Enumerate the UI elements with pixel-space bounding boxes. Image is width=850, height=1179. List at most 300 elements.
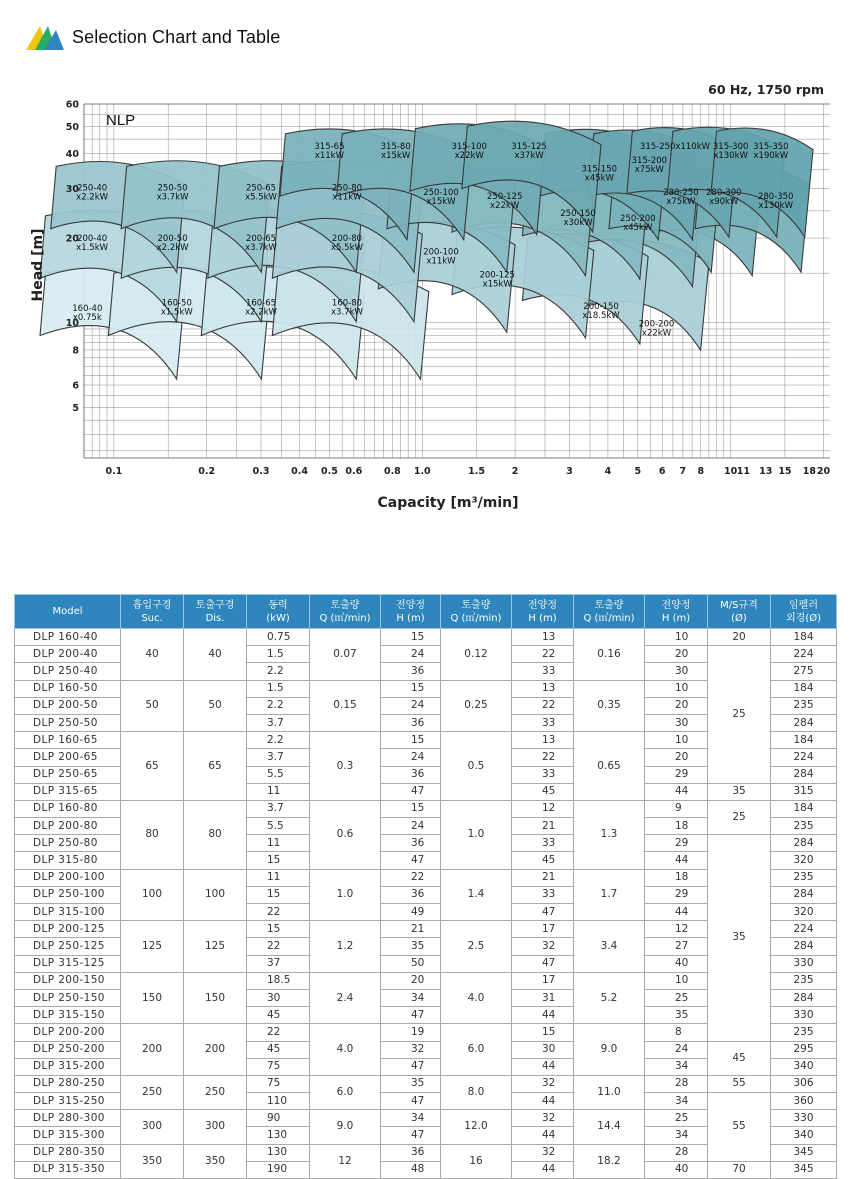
header-sublabel: (Ø) bbox=[731, 612, 747, 624]
power-cell: 11 bbox=[247, 783, 310, 800]
region-label: 250-65 bbox=[245, 183, 277, 194]
y-tick-label: 8 bbox=[72, 345, 79, 357]
head-2-cell: 21 bbox=[512, 869, 574, 886]
power-cell: 11 bbox=[247, 869, 310, 886]
region-label: 250-150 bbox=[560, 208, 596, 219]
impeller-cell: 345 bbox=[771, 1144, 837, 1161]
model-cell: DLP 200-150 bbox=[15, 972, 121, 989]
region-label-power: x15kW bbox=[482, 279, 512, 290]
suction-cell: 50 bbox=[121, 680, 184, 732]
power-cell: 130 bbox=[247, 1127, 310, 1144]
head-3-cell: 20 bbox=[645, 697, 708, 714]
head-1-cell: 24 bbox=[381, 646, 441, 663]
head-3-cell: 10 bbox=[645, 680, 708, 697]
region-label: 315-250x110kW bbox=[639, 141, 711, 152]
header-label: 토출량 bbox=[330, 599, 360, 611]
capacity-2-cell: 16 bbox=[441, 1144, 512, 1178]
head-2-cell: 21 bbox=[512, 818, 574, 835]
x-tick-label: 1.5 bbox=[468, 466, 485, 477]
head-2-cell: 22 bbox=[512, 697, 574, 714]
page-header bbox=[26, 20, 280, 54]
head-1-cell: 24 bbox=[381, 749, 441, 766]
region-label: 160-50 bbox=[161, 298, 192, 309]
x-tick-label: 0.2 bbox=[198, 466, 216, 477]
impeller-cell: 235 bbox=[771, 972, 837, 989]
head-1-cell: 24 bbox=[381, 697, 441, 714]
impeller-cell: 284 bbox=[771, 886, 837, 903]
head-1-cell: 24 bbox=[381, 818, 441, 835]
model-cell: DLP 250-100 bbox=[15, 886, 121, 903]
table-header-cell bbox=[574, 595, 645, 629]
head-1-cell: 21 bbox=[381, 921, 441, 938]
region-label-power: x2.2kW bbox=[245, 307, 277, 318]
region-label: 200-50 bbox=[157, 234, 188, 245]
head-3-cell: 20 bbox=[645, 646, 708, 663]
capacity-2-cell: 6.0 bbox=[441, 1024, 512, 1076]
x-tick-label: 8 bbox=[697, 466, 705, 477]
head-1-cell: 32 bbox=[381, 1041, 441, 1058]
region-label-power: x130kW bbox=[713, 150, 748, 161]
region-label-power: x3.7kW bbox=[331, 307, 363, 318]
head-3-cell: 44 bbox=[645, 904, 708, 921]
ms-spec-cell: 25 bbox=[708, 800, 771, 834]
table-header-cell bbox=[512, 595, 574, 629]
x-tick-label: 7 bbox=[679, 466, 687, 477]
head-2-cell: 32 bbox=[512, 1075, 574, 1092]
head-2-cell: 12 bbox=[512, 800, 574, 817]
x-tick-label: 18 bbox=[802, 466, 816, 477]
region-label-power: x22kW bbox=[490, 201, 520, 212]
suction-cell: 65 bbox=[121, 732, 184, 801]
capacity-3-cell: 11.0 bbox=[574, 1075, 645, 1109]
region-label: 200-65 bbox=[245, 234, 277, 245]
capacity-2-cell: 12.0 bbox=[441, 1110, 512, 1144]
model-cell: DLP 250-40 bbox=[15, 663, 121, 680]
y-tick-label: 6 bbox=[72, 380, 79, 392]
head-3-cell: 12 bbox=[645, 921, 708, 938]
capacity-3-cell: 14.4 bbox=[574, 1110, 645, 1144]
header-label: 임펠러 bbox=[789, 599, 818, 611]
region-label: 200-200 bbox=[638, 319, 675, 330]
y-tick-label: 30 bbox=[65, 184, 79, 196]
region-label: 160-80 bbox=[331, 298, 363, 309]
region-label: 280-250 bbox=[663, 187, 699, 198]
table-row bbox=[15, 629, 837, 646]
header-label: 토출량 bbox=[461, 599, 491, 611]
model-cell: DLP 315-125 bbox=[15, 955, 121, 972]
power-cell: 2.2 bbox=[247, 663, 310, 680]
region-label-power: x5.5kW bbox=[331, 243, 363, 254]
model-cell: DLP 250-200 bbox=[15, 1041, 121, 1058]
impeller-cell: 284 bbox=[771, 766, 837, 783]
y-tick-label: 20 bbox=[65, 233, 79, 245]
impeller-cell: 320 bbox=[771, 904, 837, 921]
model-cell: DLP 200-125 bbox=[15, 921, 121, 938]
head-3-cell: 25 bbox=[645, 989, 708, 1006]
head-3-cell: 10 bbox=[645, 732, 708, 749]
ms-spec-cell: 35 bbox=[708, 783, 771, 800]
header-label: 동력 bbox=[268, 599, 288, 611]
region-label: 315-100 bbox=[451, 141, 487, 152]
power-cell: 22 bbox=[247, 1024, 310, 1041]
head-2-cell: 45 bbox=[512, 783, 574, 800]
header-label: 흡입구경 bbox=[132, 599, 172, 611]
head-3-cell: 10 bbox=[645, 629, 708, 646]
capacity-2-cell: 4.0 bbox=[441, 972, 512, 1024]
head-3-cell: 24 bbox=[645, 1041, 708, 1058]
head-2-cell: 45 bbox=[512, 852, 574, 869]
region-label-power: x3.7kW bbox=[156, 192, 189, 203]
table-header-cell bbox=[441, 595, 512, 629]
head-1-cell: 35 bbox=[381, 938, 441, 955]
impeller-cell: 340 bbox=[771, 1058, 837, 1075]
region-label: 250-125 bbox=[486, 192, 523, 203]
power-cell: 15 bbox=[247, 852, 310, 869]
region-label-power: x1.5kW bbox=[160, 307, 193, 318]
ms-spec-cell: 55 bbox=[708, 1075, 771, 1092]
header-sublabel: Q (㎥/min) bbox=[583, 612, 635, 624]
head-3-cell: 34 bbox=[645, 1093, 708, 1110]
discharge-cell: 65 bbox=[184, 732, 247, 801]
head-3-cell: 29 bbox=[645, 886, 708, 903]
selection-chart-svg bbox=[0, 70, 850, 530]
head-3-cell: 18 bbox=[645, 818, 708, 835]
head-3-cell: 29 bbox=[645, 766, 708, 783]
capacity-2-cell: 0.5 bbox=[441, 732, 512, 801]
x-tick-label: 0.4 bbox=[291, 466, 308, 477]
region-label: 315-150 bbox=[581, 164, 618, 175]
region-label-power: x45kW bbox=[623, 223, 653, 234]
model-cell: DLP 280-350 bbox=[15, 1144, 121, 1161]
header-label: 전양정 bbox=[528, 599, 557, 611]
head-1-cell: 15 bbox=[381, 732, 441, 749]
suction-cell: 250 bbox=[121, 1075, 184, 1109]
head-3-cell: 25 bbox=[645, 1110, 708, 1127]
head-3-cell: 44 bbox=[645, 852, 708, 869]
head-3-cell: 34 bbox=[645, 1058, 708, 1075]
head-1-cell: 48 bbox=[381, 1161, 441, 1178]
header-label: 전양정 bbox=[396, 599, 425, 611]
head-3-cell: 18 bbox=[645, 869, 708, 886]
power-cell: 2.2 bbox=[247, 697, 310, 714]
region-label-power: x190kW bbox=[753, 150, 789, 161]
suction-cell: 300 bbox=[121, 1110, 184, 1144]
power-cell: 22 bbox=[247, 938, 310, 955]
table-row bbox=[15, 1075, 837, 1092]
header-label: 전양정 bbox=[661, 599, 691, 611]
table-header-cell bbox=[708, 595, 771, 629]
table-header-cell bbox=[310, 595, 381, 629]
region-label-power: x15kW bbox=[426, 196, 456, 207]
model-cell: DLP 250-150 bbox=[15, 989, 121, 1006]
model-cell: DLP 250-80 bbox=[15, 835, 121, 852]
power-cell: 0.75 bbox=[247, 629, 310, 646]
head-2-cell: 17 bbox=[512, 921, 574, 938]
head-1-cell: 36 bbox=[381, 714, 441, 731]
region-label-power: x11kW bbox=[314, 150, 345, 161]
region-label-power: x1.5kW bbox=[76, 243, 109, 254]
impeller-cell: 235 bbox=[771, 818, 837, 835]
power-cell: 3.7 bbox=[247, 800, 310, 817]
header-sublabel: H (m) bbox=[528, 612, 557, 624]
selection-table bbox=[14, 594, 837, 1179]
capacity-1-cell: 0.15 bbox=[310, 680, 381, 732]
power-cell: 15 bbox=[247, 886, 310, 903]
impeller-cell: 284 bbox=[771, 938, 837, 955]
capacity-2-cell: 1.4 bbox=[441, 869, 512, 921]
head-2-cell: 32 bbox=[512, 1110, 574, 1127]
discharge-cell: 350 bbox=[184, 1144, 247, 1178]
region-label-power: x30kW bbox=[563, 217, 593, 228]
model-cell: DLP 315-150 bbox=[15, 1007, 121, 1024]
region-label-power: x18.5kW bbox=[582, 310, 620, 321]
region-label-power: x11kW bbox=[426, 256, 456, 267]
power-cell: 1.5 bbox=[247, 646, 310, 663]
header-label: 토출구경 bbox=[195, 599, 235, 611]
suction-cell: 80 bbox=[121, 800, 184, 869]
head-3-cell: 10 bbox=[645, 972, 708, 989]
head-1-cell: 34 bbox=[381, 989, 441, 1006]
model-cell: DLP 250-50 bbox=[15, 714, 121, 731]
model-cell: DLP 315-300 bbox=[15, 1127, 121, 1144]
power-cell: 130 bbox=[247, 1144, 310, 1161]
power-cell: 18.5 bbox=[247, 972, 310, 989]
head-2-cell: 33 bbox=[512, 835, 574, 852]
x-tick-label: 2 bbox=[511, 466, 519, 477]
y-tick-label: 5 bbox=[72, 402, 79, 414]
head-2-cell: 31 bbox=[512, 989, 574, 1006]
head-1-cell: 36 bbox=[381, 886, 441, 903]
model-cell: DLP 250-125 bbox=[15, 938, 121, 955]
model-cell: DLP 160-65 bbox=[15, 732, 121, 749]
y-axis-label: Head [m] bbox=[30, 228, 46, 302]
table-header-cell bbox=[121, 595, 184, 629]
x-tick-label: 0.8 bbox=[383, 466, 401, 477]
head-2-cell: 33 bbox=[512, 714, 574, 731]
y-tick-label: 40 bbox=[65, 148, 79, 160]
header-label: Model bbox=[52, 606, 83, 617]
header-sublabel: Dis. bbox=[205, 612, 225, 624]
head-2-cell: 44 bbox=[512, 1161, 574, 1178]
impeller-cell: 224 bbox=[771, 646, 837, 663]
page-title: Selection Chart and Table bbox=[72, 26, 281, 47]
region-label-power: x75kW bbox=[666, 196, 696, 207]
capacity-3-cell: 3.4 bbox=[574, 921, 645, 973]
discharge-cell: 250 bbox=[184, 1075, 247, 1109]
header-sublabel: H (m) bbox=[396, 612, 425, 624]
power-cell: 1.5 bbox=[247, 680, 310, 697]
region-label: 250-200 bbox=[620, 214, 656, 225]
region-label-power: x11kW bbox=[332, 192, 362, 203]
head-3-cell: 44 bbox=[645, 783, 708, 800]
head-3-cell: 30 bbox=[645, 663, 708, 680]
model-cell: DLP 200-80 bbox=[15, 818, 121, 835]
head-1-cell: 36 bbox=[381, 663, 441, 680]
capacity-1-cell: 6.0 bbox=[310, 1075, 381, 1109]
impeller-cell: 275 bbox=[771, 663, 837, 680]
capacity-1-cell: 12 bbox=[310, 1144, 381, 1178]
region-label: 160-40 bbox=[72, 304, 103, 315]
impeller-cell: 184 bbox=[771, 800, 837, 817]
x-tick-label: 11 bbox=[736, 466, 751, 477]
capacity-2-cell: 0.25 bbox=[441, 680, 512, 732]
impeller-cell: 306 bbox=[771, 1075, 837, 1092]
region-label: 315-350 bbox=[753, 141, 789, 152]
head-3-cell: 29 bbox=[645, 835, 708, 852]
capacity-1-cell: 0.6 bbox=[310, 800, 381, 869]
x-tick-label: 1.0 bbox=[413, 466, 431, 477]
x-tick-label: 15 bbox=[778, 466, 792, 477]
head-3-cell: 28 bbox=[645, 1075, 708, 1092]
model-cell: DLP 280-250 bbox=[15, 1075, 121, 1092]
ms-spec-cell: 35 bbox=[708, 835, 771, 1041]
table-header-cell bbox=[15, 595, 121, 629]
head-1-cell: 35 bbox=[381, 1075, 441, 1092]
selection-chart bbox=[0, 70, 850, 530]
discharge-cell: 80 bbox=[184, 800, 247, 869]
region-label-power: x90kW bbox=[709, 196, 739, 207]
discharge-cell: 200 bbox=[184, 1024, 247, 1076]
region-label: 315-300 bbox=[712, 141, 749, 152]
header-sublabel: H (m) bbox=[661, 612, 691, 624]
region-label: 315-80 bbox=[380, 141, 411, 152]
head-2-cell: 30 bbox=[512, 1041, 574, 1058]
head-2-cell: 47 bbox=[512, 955, 574, 972]
header-label: 토출량 bbox=[594, 599, 624, 611]
head-2-cell: 44 bbox=[512, 1127, 574, 1144]
impeller-cell: 315 bbox=[771, 783, 837, 800]
model-cell: DLP 160-80 bbox=[15, 800, 121, 817]
company-logo-icon bbox=[26, 22, 64, 52]
ms-spec-cell: 70 bbox=[708, 1161, 771, 1178]
capacity-1-cell: 1.2 bbox=[310, 921, 381, 973]
series-label: NLP bbox=[106, 112, 136, 129]
head-1-cell: 50 bbox=[381, 955, 441, 972]
y-tick-label: 60 bbox=[65, 99, 79, 111]
impeller-cell: 320 bbox=[771, 852, 837, 869]
region-label-power: x22kW bbox=[454, 150, 484, 161]
head-2-cell: 13 bbox=[512, 680, 574, 697]
header-sublabel: (kW) bbox=[266, 612, 290, 624]
model-cell: DLP 200-50 bbox=[15, 697, 121, 714]
region-label-power: x22kW bbox=[641, 328, 672, 339]
discharge-cell: 40 bbox=[184, 629, 247, 681]
head-1-cell: 22 bbox=[381, 869, 441, 886]
capacity-3-cell: 1.3 bbox=[574, 800, 645, 869]
head-3-cell: 40 bbox=[645, 1161, 708, 1178]
power-cell: 22 bbox=[247, 904, 310, 921]
impeller-cell: 340 bbox=[771, 1127, 837, 1144]
head-2-cell: 32 bbox=[512, 1144, 574, 1161]
capacity-3-cell: 0.35 bbox=[574, 680, 645, 732]
impeller-cell: 284 bbox=[771, 714, 837, 731]
impeller-cell: 224 bbox=[771, 749, 837, 766]
header-sublabel: 외경(Ø) bbox=[786, 612, 821, 624]
model-cell: DLP 315-200 bbox=[15, 1058, 121, 1075]
impeller-cell: 184 bbox=[771, 732, 837, 749]
capacity-3-cell: 18.2 bbox=[574, 1144, 645, 1178]
head-2-cell: 13 bbox=[512, 629, 574, 646]
x-tick-label: 10 bbox=[724, 466, 738, 477]
speed-label: 60 Hz, 1750 rpm bbox=[708, 82, 824, 97]
impeller-cell: 235 bbox=[771, 697, 837, 714]
region-label-power: x130kW bbox=[758, 201, 793, 212]
model-cell: DLP 160-50 bbox=[15, 680, 121, 697]
power-cell: 15 bbox=[247, 921, 310, 938]
discharge-cell: 125 bbox=[184, 921, 247, 973]
capacity-1-cell: 0.07 bbox=[310, 629, 381, 681]
head-1-cell: 15 bbox=[381, 680, 441, 697]
head-2-cell: 22 bbox=[512, 749, 574, 766]
impeller-cell: 345 bbox=[771, 1161, 837, 1178]
head-1-cell: 47 bbox=[381, 1127, 441, 1144]
power-cell: 2.2 bbox=[247, 732, 310, 749]
x-tick-label: 3 bbox=[566, 466, 573, 477]
power-cell: 3.7 bbox=[247, 749, 310, 766]
region-label-power: x45kW bbox=[584, 173, 614, 184]
capacity-1-cell: 1.0 bbox=[310, 869, 381, 921]
head-2-cell: 33 bbox=[512, 886, 574, 903]
region-label: 315-200 bbox=[631, 156, 668, 167]
x-tick-label: 20 bbox=[816, 466, 831, 477]
model-cell: DLP 315-350 bbox=[15, 1161, 121, 1178]
capacity-3-cell: 0.65 bbox=[574, 732, 645, 801]
header-sublabel: Suc. bbox=[141, 612, 163, 624]
region-label: 315-65 bbox=[314, 141, 345, 152]
suction-cell: 350 bbox=[121, 1144, 184, 1178]
head-1-cell: 36 bbox=[381, 835, 441, 852]
capacity-3-cell: 0.16 bbox=[574, 629, 645, 681]
y-tick-label: 50 bbox=[65, 121, 79, 133]
head-3-cell: 9 bbox=[645, 800, 708, 817]
table-header-cell bbox=[771, 595, 837, 629]
discharge-cell: 300 bbox=[184, 1110, 247, 1144]
model-cell: DLP 280-300 bbox=[15, 1110, 121, 1127]
power-cell: 90 bbox=[247, 1110, 310, 1127]
capacity-3-cell: 5.2 bbox=[574, 972, 645, 1024]
head-2-cell: 44 bbox=[512, 1058, 574, 1075]
power-cell: 75 bbox=[247, 1058, 310, 1075]
head-3-cell: 27 bbox=[645, 938, 708, 955]
region-label: 280-350 bbox=[757, 192, 794, 203]
model-cell: DLP 315-250 bbox=[15, 1093, 121, 1110]
table-row bbox=[15, 800, 837, 817]
head-2-cell: 33 bbox=[512, 663, 574, 680]
suction-cell: 40 bbox=[121, 629, 184, 681]
head-1-cell: 15 bbox=[381, 629, 441, 646]
head-2-cell: 22 bbox=[512, 646, 574, 663]
region-label-power: x5.5kW bbox=[245, 192, 277, 203]
power-cell: 45 bbox=[247, 1007, 310, 1024]
head-2-cell: 17 bbox=[512, 972, 574, 989]
head-2-cell: 32 bbox=[512, 938, 574, 955]
impeller-cell: 184 bbox=[771, 680, 837, 697]
model-cell: DLP 315-100 bbox=[15, 904, 121, 921]
ms-spec-cell: 45 bbox=[708, 1041, 771, 1075]
capacity-3-cell: 9.0 bbox=[574, 1024, 645, 1076]
header-sublabel: Q (㎥/min) bbox=[450, 612, 502, 624]
model-cell: DLP 315-65 bbox=[15, 783, 121, 800]
impeller-cell: 330 bbox=[771, 1110, 837, 1127]
region-label: 280-300 bbox=[706, 187, 742, 198]
impeller-cell: 235 bbox=[771, 1024, 837, 1041]
region-label: 250-50 bbox=[157, 183, 188, 194]
head-1-cell: 47 bbox=[381, 1007, 441, 1024]
table-header-row bbox=[15, 595, 837, 629]
table-header-cell bbox=[247, 595, 310, 629]
head-2-cell: 15 bbox=[512, 1024, 574, 1041]
power-cell: 3.7 bbox=[247, 714, 310, 731]
